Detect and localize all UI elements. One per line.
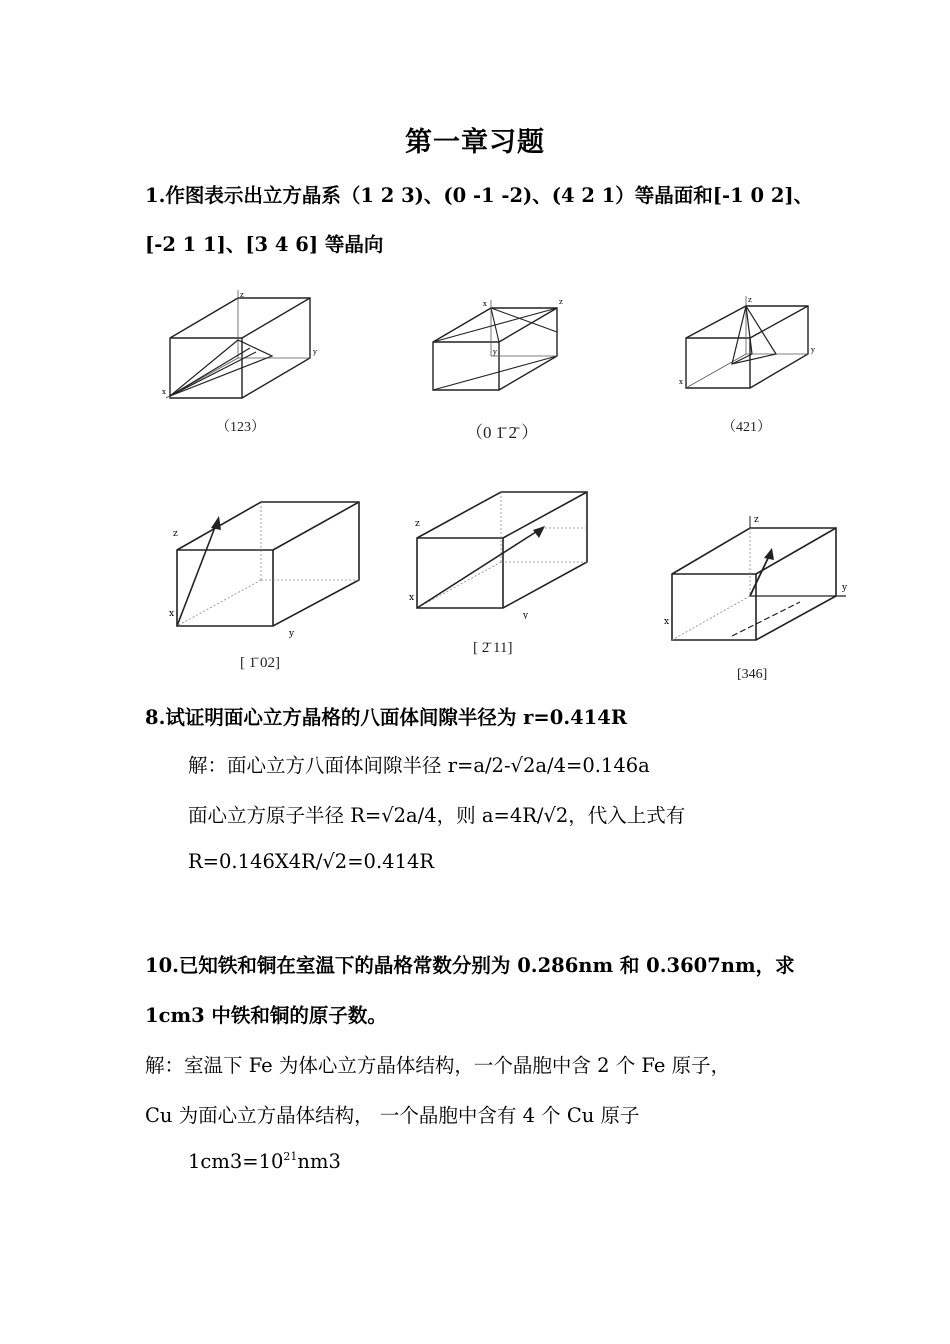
- plane-421-caption: （421）: [722, 420, 771, 435]
- question-8-heading: 8.试证明面心立方晶格的八面体间隙半径为 r=0.414R: [145, 706, 628, 729]
- x-axis-label: x: [664, 617, 670, 627]
- z-axis-label: z: [559, 298, 563, 306]
- z-axis-label: z: [173, 529, 178, 539]
- z-axis-label: z: [748, 296, 752, 304]
- z-axis-label: z: [240, 291, 244, 299]
- z-axis-label: z: [415, 519, 420, 529]
- direction-102-figure: [165, 492, 370, 640]
- direction-102-caption: [ 1̄ 02]: [240, 655, 280, 671]
- plane-123-figure: [160, 290, 330, 410]
- question-10-solution-line-2: Cu 为面心立方晶体结构， 一个晶胞中含有 4 个 Cu 原子: [145, 1104, 640, 1127]
- question-8-solution-line-1: 解：面心立方八面体间隙半径 r=a/2-√2a/4=0.146a: [188, 754, 650, 777]
- question-10-formula: [188, 1150, 341, 1173]
- direction-211-figure: [405, 484, 595, 619]
- question-1-line-1: 1.作图表示出立方晶系（1 2 3)、(0 -1 -2)、(4 2 1）等晶面和[-1 0 2]、: [145, 184, 814, 207]
- formula-exponent: 21: [283, 1150, 298, 1163]
- y-axis-label: y: [313, 348, 317, 356]
- y-axis-label: y: [493, 348, 497, 356]
- y-axis-label: y: [842, 583, 848, 593]
- plane-421-figure: [678, 292, 828, 402]
- plane-0-1-2-caption: （0 1̄ 2̄ ）: [466, 423, 539, 442]
- question-8-solution-line-3: R=0.146X4R/√2=0.414R: [188, 850, 435, 873]
- formula-tail: nm3: [297, 1150, 341, 1173]
- x-axis-label: x: [409, 593, 415, 603]
- z-axis-label: z: [754, 515, 759, 525]
- direction-346-caption: [346]: [737, 667, 768, 682]
- question-1-line-2: [-2 1 1]、[3 4 6] 等晶向: [145, 233, 384, 256]
- y-axis-label: y: [523, 611, 529, 619]
- x-axis-label: x: [483, 300, 487, 308]
- plane-0-1-2-figure: [425, 296, 570, 396]
- plane-123-caption: （123）: [216, 420, 265, 435]
- question-10-heading-line-2: 1cm3 中铁和铜的原子数。: [145, 1004, 387, 1027]
- x-axis-label: x: [679, 378, 683, 386]
- direction-211-caption: [ 2̄ 11]: [473, 640, 513, 656]
- y-axis-label: y: [811, 346, 815, 354]
- x-axis-label: x: [162, 388, 166, 396]
- question-8-solution-line-2: 面心立方原子半径 R=√2a/4，则 a=4R/√2，代入上式有: [188, 804, 686, 827]
- formula-base: 1cm3=10: [188, 1150, 284, 1173]
- direction-346-figure: [660, 510, 855, 650]
- x-axis-label: x: [169, 609, 175, 619]
- question-10-solution-line-1: 解：室温下 Fe 为体心立方晶体结构，一个晶胞中含 2 个 Fe 原子，: [145, 1054, 731, 1077]
- question-10-heading-line-1: 10.已知铁和铜在室温下的晶格常数分别为 0.286nm 和 0.3607nm，求: [145, 954, 795, 977]
- y-axis-label: y: [289, 629, 295, 639]
- page-title: 第一章习题: [405, 127, 545, 158]
